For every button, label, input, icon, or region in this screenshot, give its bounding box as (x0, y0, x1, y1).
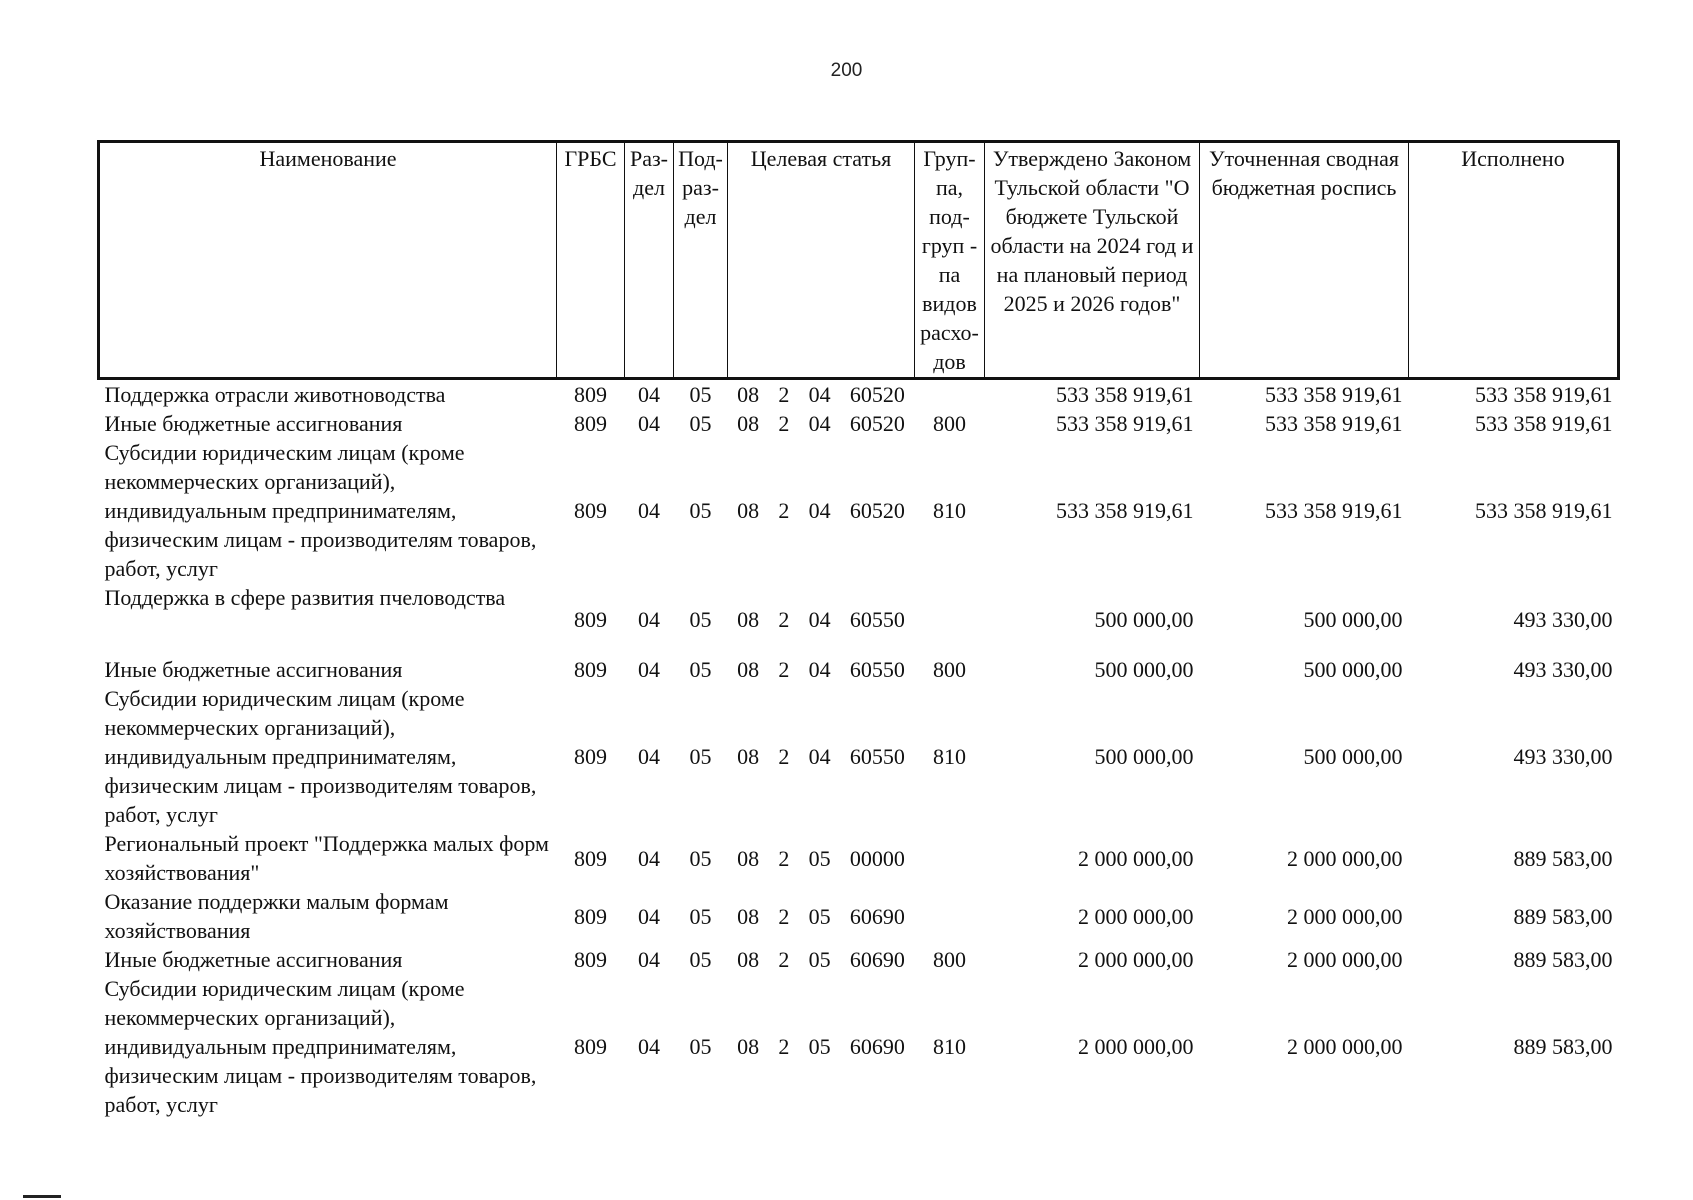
row-vid-rashodov (915, 829, 985, 887)
header-ispolneno: Исполнено (1409, 142, 1619, 379)
cs-event: 04 (808, 411, 831, 436)
row-approved: 2 000 000,00 (1078, 903, 1194, 929)
row-refined: 500 000,00 (1303, 606, 1403, 632)
row-executed: 533 358 919,61 (1475, 498, 1613, 523)
row-executed: 533 358 919,61 (1475, 411, 1613, 436)
cs-direction: 60520 (849, 411, 905, 436)
cs-event: 04 (808, 498, 831, 523)
row-grbs: 809 (574, 744, 607, 769)
row-celevaya-statya (728, 829, 915, 887)
cs-direction: 60690 (849, 903, 905, 929)
cs-event: 05 (808, 903, 831, 929)
cs-program: 08 (737, 903, 760, 929)
row-grbs: 809 (574, 657, 607, 682)
row-razdel: 04 (638, 903, 660, 929)
row-executed: 889 583,00 (1513, 1034, 1613, 1059)
cs-event: 04 (808, 382, 831, 407)
row-grbs: 809 (574, 903, 607, 929)
row-vid-rashodov (915, 887, 985, 945)
row-razdel: 04 (638, 947, 660, 972)
row-approved: 2 000 000,00 (1078, 845, 1194, 871)
table-row (99, 945, 1619, 974)
row-name: Субсидии юридическим лицам (кроме некоммерческих организаций), индивидуальным предпринимателям, физическим лицам - производителям товаров, работ, услуг (104, 976, 537, 1117)
row-approved: 533 358 919,61 (1056, 498, 1194, 523)
header-razdel: Раз-дел (625, 142, 674, 379)
row-refined: 500 000,00 (1303, 744, 1403, 769)
cs-type: 2 (778, 498, 790, 523)
cs-type: 2 (778, 382, 790, 407)
table-row (99, 829, 1619, 887)
cs-type: 2 (778, 744, 790, 769)
row-name: Поддержка отрасли животноводства (104, 382, 446, 407)
row-approved: 533 358 919,61 (1056, 382, 1194, 407)
row-grbs: 809 (574, 411, 607, 436)
row-executed: 493 330,00 (1513, 657, 1613, 682)
row-celevaya-statya (728, 409, 915, 438)
row-celevaya-statya (728, 438, 915, 583)
row-grbs: 809 (574, 947, 607, 972)
row-razdel: 04 (638, 744, 660, 769)
row-vid-rashodov (915, 379, 985, 410)
row-name: Иные бюджетные ассигнования (104, 657, 403, 682)
row-celevaya-statya (728, 379, 915, 410)
cs-type: 2 (778, 606, 790, 632)
cs-direction: 60550 (849, 606, 905, 632)
row-grbs: 809 (574, 498, 607, 523)
cs-program: 08 (737, 744, 760, 769)
cs-event: 04 (808, 606, 831, 632)
row-razdel: 04 (638, 382, 660, 407)
cs-event: 04 (808, 657, 831, 682)
row-celevaya-statya (728, 655, 915, 684)
row-approved: 2 000 000,00 (1078, 1034, 1194, 1059)
row-executed: 493 330,00 (1513, 606, 1613, 632)
cs-type: 2 (778, 411, 790, 436)
table-row (99, 684, 1619, 829)
cs-direction: 60690 (849, 1034, 905, 1059)
cs-program: 08 (737, 498, 760, 523)
table-header (99, 142, 1619, 379)
row-razdel: 04 (638, 411, 660, 436)
row-podrazdel: 05 (689, 498, 712, 523)
cs-program: 08 (737, 382, 760, 407)
row-approved: 500 000,00 (1094, 657, 1194, 682)
row-refined: 500 000,00 (1303, 657, 1403, 682)
table-row (99, 379, 1619, 410)
row-name: Иные бюджетные ассигнования (104, 947, 403, 972)
row-podrazdel: 05 (689, 947, 712, 972)
header-gruppa: Груп-па, под-груп - па видов расхо-дов (915, 142, 985, 379)
header-grbs: ГРБС (557, 142, 625, 379)
row-approved: 533 358 919,61 (1056, 411, 1194, 436)
cs-program: 08 (737, 411, 760, 436)
row-vid-rashodov: 800 (933, 411, 966, 436)
row-razdel: 04 (638, 1034, 660, 1059)
row-refined: 533 358 919,61 (1265, 382, 1403, 407)
row-vid-rashodov: 810 (933, 498, 966, 523)
header-name: Наименование (99, 142, 557, 379)
cs-type: 2 (778, 947, 790, 972)
row-podrazdel: 05 (689, 657, 712, 682)
cs-direction: 60520 (849, 382, 905, 407)
row-razdel: 04 (638, 498, 660, 523)
row-razdel: 04 (638, 606, 660, 632)
row-refined: 533 358 919,61 (1265, 498, 1403, 523)
cs-event: 05 (808, 947, 831, 972)
row-grbs: 809 (574, 845, 607, 871)
row-name: Иные бюджетные ассигнования (104, 411, 403, 436)
row-podrazdel: 05 (689, 845, 712, 871)
row-celevaya-statya (728, 583, 915, 655)
row-vid-rashodov: 810 (933, 744, 966, 769)
cs-direction: 60550 (849, 657, 905, 682)
cs-event: 05 (808, 1034, 831, 1059)
row-refined: 2 000 000,00 (1287, 903, 1403, 929)
row-podrazdel: 05 (689, 1034, 712, 1059)
row-approved: 500 000,00 (1094, 744, 1194, 769)
row-name: Субсидии юридическим лицам (кроме некоммерческих организаций), индивидуальным предпринимателям, физическим лицам - производителям товаров, работ, услуг (104, 440, 537, 581)
row-grbs: 809 (574, 606, 607, 632)
cs-direction: 00000 (849, 845, 905, 871)
row-name: Поддержка в сфере развития пчеловодства (104, 585, 506, 610)
table-row (99, 438, 1619, 583)
row-podrazdel: 05 (689, 411, 712, 436)
row-executed: 889 583,00 (1513, 947, 1613, 972)
table-row (99, 887, 1619, 945)
row-podrazdel: 05 (689, 744, 712, 769)
row-approved: 2 000 000,00 (1078, 947, 1194, 972)
cs-program: 08 (737, 657, 760, 682)
row-podrazdel: 05 (689, 606, 712, 632)
row-name: Оказание поддержки малым формам хозяйствования (104, 889, 449, 943)
row-refined: 2 000 000,00 (1287, 947, 1403, 972)
row-podrazdel: 05 (689, 382, 712, 407)
table-row (99, 655, 1619, 684)
row-executed: 889 583,00 (1513, 903, 1613, 929)
row-refined: 533 358 919,61 (1265, 411, 1403, 436)
header-podrazdel: Под-раз-дел (674, 142, 728, 379)
cs-program: 08 (737, 606, 760, 632)
cs-direction: 60520 (849, 498, 905, 523)
cs-direction: 60690 (849, 947, 905, 972)
row-grbs: 809 (574, 382, 607, 407)
row-celevaya-statya (728, 974, 915, 1119)
row-vid-rashodov: 800 (933, 947, 966, 972)
row-vid-rashodov: 800 (933, 657, 966, 682)
header-utochnennaya: Уточненная сводная бюджетная роспись (1200, 142, 1409, 379)
cs-event: 04 (808, 744, 831, 769)
row-name: Региональный проект "Поддержка малых форм хозяйствования" (104, 831, 549, 885)
cs-program: 08 (737, 845, 760, 871)
row-podrazdel: 05 (689, 903, 712, 929)
header-utverzhdeno: Утверждено Законом Тульской области "О бюджете Тульской области на 2024 год и на плановый период 2025 и 2026 годов" (985, 142, 1200, 379)
cs-type: 2 (778, 845, 790, 871)
row-celevaya-statya (728, 887, 915, 945)
row-refined: 2 000 000,00 (1287, 1034, 1403, 1059)
row-executed: 533 358 919,61 (1475, 382, 1613, 407)
row-vid-rashodov (915, 583, 985, 655)
row-celevaya-statya (728, 945, 915, 974)
cs-program: 08 (737, 1034, 760, 1059)
table-row (99, 409, 1619, 438)
cs-type: 2 (778, 657, 790, 682)
cs-program: 08 (737, 947, 760, 972)
table-row (99, 974, 1619, 1119)
cs-event: 05 (808, 845, 831, 871)
page-edge-mark (23, 1195, 61, 1198)
row-razdel: 04 (638, 845, 660, 871)
row-executed: 889 583,00 (1513, 845, 1613, 871)
page-number: 200 (830, 60, 863, 81)
row-grbs: 809 (574, 1034, 607, 1059)
table-row (99, 583, 1619, 655)
cs-type: 2 (778, 903, 790, 929)
row-razdel: 04 (638, 657, 660, 682)
header-celevaya: Целевая статья (728, 142, 915, 379)
cs-type: 2 (778, 1034, 790, 1059)
cs-direction: 60550 (849, 744, 905, 769)
budget-table (97, 140, 1620, 1119)
row-approved: 500 000,00 (1094, 606, 1194, 632)
row-name: Субсидии юридическим лицам (кроме некоммерческих организаций), индивидуальным предпринимателям, физическим лицам - производителям товаров, работ, услуг (104, 686, 537, 827)
row-refined: 2 000 000,00 (1287, 845, 1403, 871)
row-vid-rashodov: 810 (933, 1034, 966, 1059)
row-celevaya-statya (728, 684, 915, 829)
row-executed: 493 330,00 (1513, 744, 1613, 769)
table-body (99, 379, 1619, 1120)
